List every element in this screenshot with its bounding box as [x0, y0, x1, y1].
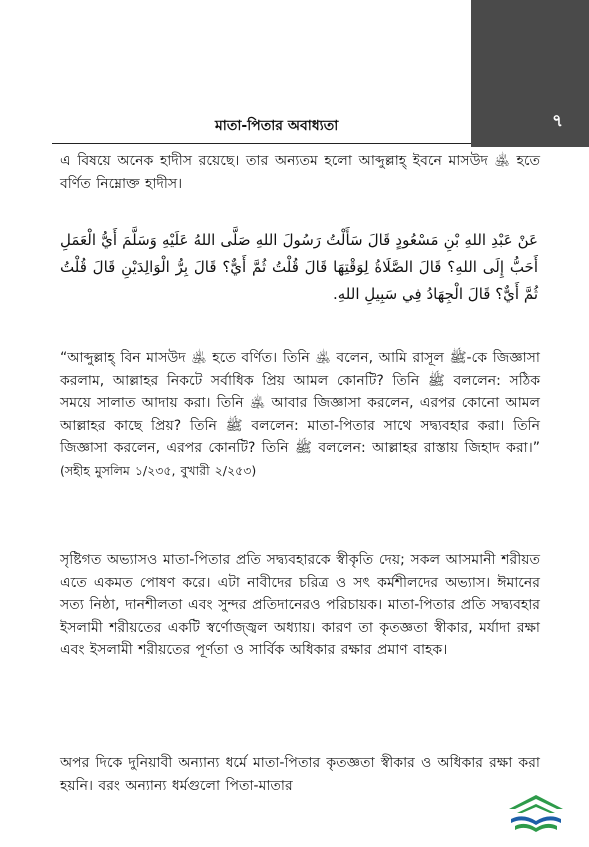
header-rule [52, 143, 471, 144]
intro-paragraph: এ বিষয়ে অনেক হাদীস রয়েছে। তার অন্যতম হলো আব্দুল্লাহ্ ইবনে মাসউদ ﵁ হতে বর্ণিত নিম্নোক্ত হাদীস। [60, 153, 540, 192]
quote-reference: (সহীহ মুসলিম ১/২৩৫, বুখারী ২/২৫৩) [60, 462, 257, 478]
page-corner-band [471, 0, 589, 147]
running-title: মাতা-পিতার অবাধ্যতা [215, 118, 339, 134]
last-paragraph: অপর দিকে দুনিয়াবী অন্যান্য ধর্মে মাতা-পিতার কৃতজ্ঞতা স্বীকার ও অধিকার রক্ষা করা হয়নি। বরং অন্যান্য ধর্মগুলো পিতা-মাতার [60, 755, 540, 794]
hadith-translation [60, 347, 540, 482]
book-logo-icon [505, 793, 567, 837]
body-paragraph: সৃষ্টিগত অভ্যাসও মাতা-পিতার প্রতি সদ্ব্যবহারকে স্বীকৃতি দেয়; সকল আসমানী শরীয়ত এতে একমত পোষণ করে। এটা নাবীদের চরিত্র ও সৎ কর্মশীলদের অভ্যাস। ঈমানের সত্য নিষ্ঠা, দানশীলতা এবং সুন্দর প্রতিদানেরও পরিচায়ক। মাতা-পিতার প্রতি সদ্ব্যবহার ইসলামী শরীয়তের একটি স্বর্ণোজ্জ্বল অধ্যায়। কারণ তা কৃতজ্ঞতা স্বীকার, মর্যাদা রক্ষা এবং ইসলামী শরীয়তের পূর্ণতা ও সার্বিক অধিকার রক্ষার প্রমাণ বাহক। [60, 552, 540, 658]
page-number: ৭ [551, 111, 563, 131]
arabic-hadith: عَنْ عَبْدِ اللهِ بْنِ مَسْعُودٍ قَالَ سَأَلْتُ رَسُولَ اللهِ صَلَّى اللهُ عَلَيْهِ وَسَلَّمَ أَيُّ الْعَمَلِ أَحَبُّ إِلَى اللهِ؟ قَالَ الصَّلَاةُ لِوَقْتِهَا قَالَ قُلْتُ ثُمَّ أَيٌّ؟ قَالَ بِرُّ الْوَالِدَيْنِ قَالَ قُلْتُ ثُمَّ أَيٌّ؟ قَالَ الْجِهَادُ فِي سَبِيلِ اللهِ. [60, 231, 538, 303]
quote-text: “আব্দুল্লাহ্ বিন মাসউদ ﵁ হতে বর্ণিত। তিনি ﵁ বলেন, আমি রাসূল ﷺ-কে জিজ্ঞাসা করলাম, আল্লাহর নিকটে সর্বাধিক প্রিয় আমল কোনটি? তিনি ﷺ বললেন: সঠিক সময়ে সালাত আদায় করা। তিনি ﵁ আবার জিজ্ঞাসা করলেন, এরপর কোনো আমল আল্লাহর কাছে প্রিয়? তিনি ﷺ বললেন: মাতা-পিতার সাথে সদ্ব্যবহার করা। তিনি জিজ্ঞাসা করলেন, এরপর কোনটি? তিনি ﷺ বললেন: আল্লাহর রাস্তায় জিহাদ করা।” [60, 350, 540, 456]
